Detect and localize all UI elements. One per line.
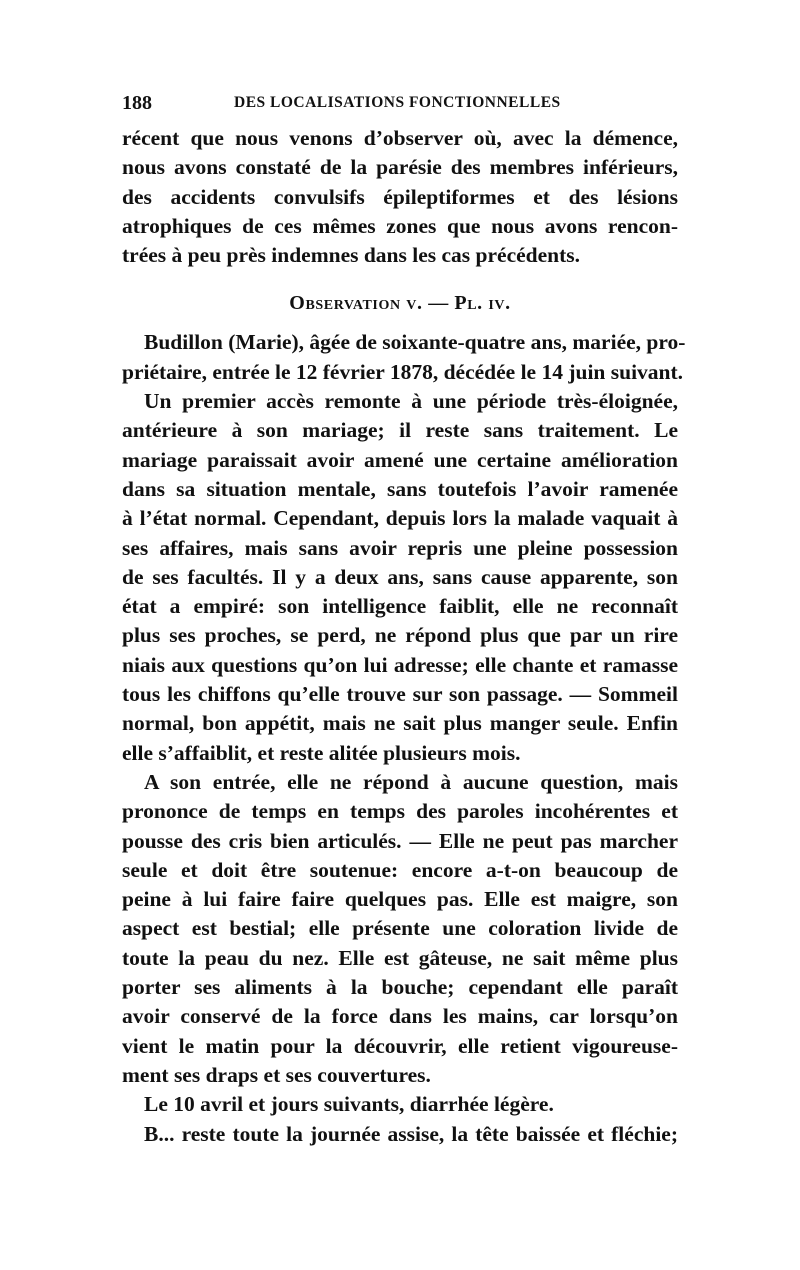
text-line: avoir conservé de la force dans les mains, car lorsqu’on <box>122 1004 678 1029</box>
text-line: des accidents convulsifs épileptiformes et des lésions <box>122 184 678 209</box>
text-line: niais aux questions qu’on lui adresse; elle chante et ramasse <box>122 652 678 677</box>
paragraph-history <box>122 387 678 768</box>
text-line: Budillon (Marie), âgée de soixante-quatre ans, mariée, pro- <box>144 330 686 355</box>
text-line: Le 10 avril et jours suivants, diarrhée légère. <box>144 1092 554 1117</box>
text-line: pousse des cris bien articulés. — Elle ne peut pas marcher <box>122 828 678 853</box>
text-line: seule et doit être soutenue: encore a-t-on beaucoup de <box>122 857 678 882</box>
text-line: aspect est bestial; elle présente une coloration livide de <box>122 916 678 941</box>
book-page <box>122 92 686 1149</box>
running-header <box>122 92 678 116</box>
paragraph-patient <box>122 328 686 387</box>
text-line: atrophiques de ces mêmes zones que nous avons rencon- <box>122 213 678 238</box>
text-line: dans sa situation mentale, sans toutefois l’avoir ramenée <box>122 476 678 501</box>
text-line: trées à peu près indemnes dans les cas précédents. <box>122 243 581 268</box>
paragraph-april <box>122 1090 678 1119</box>
text-line: ment ses draps et ses couvertures. <box>122 1062 431 1087</box>
text-line: ses affaires, mais sans avoir repris une pleine possession <box>122 535 678 560</box>
text-line: nous avons constaté de la parésie des membres inférieurs, <box>122 155 678 180</box>
text-line: plus ses proches, se perd, ne répond plus que par un rire <box>122 623 678 648</box>
paragraph-continuation <box>122 1120 678 1149</box>
text-line: porter ses aliments à la bouche; cependant elle paraît <box>122 975 678 1000</box>
paragraph-admission <box>122 768 678 1090</box>
page-number: 188 <box>122 92 152 114</box>
observation-heading: Observation v. — Pl. iv. <box>289 292 511 315</box>
text-line: toute la peau du nez. Elle est gâteuse, ne sait même plus <box>122 945 678 970</box>
text-line: normal, bon appétit, mais ne sait plus manger seule. Enfin <box>122 711 678 736</box>
text-line: prononce de temps en temps des paroles incohérentes et <box>122 799 678 824</box>
text-line: récent que nous venons d’observer où, avec la démence, <box>122 126 678 150</box>
running-title: DES LOCALISATIONS FONCTIONNELLES <box>234 94 561 111</box>
text-line: B... reste toute la journée assise, la tête baissée et fléchie; <box>144 1121 678 1146</box>
text-line: priétaire, entrée le 12 février 1878, décédée le 14 juin suivant. <box>122 359 684 384</box>
text-line: elle s’affaiblit, et reste alitée plusieurs mois. <box>122 740 521 765</box>
text-line: peine à lui faire faire quelques pas. Elle est maigre, son <box>122 887 678 912</box>
text-line: de ses facultés. Il y a deux ans, sans cause apparente, son <box>122 564 678 589</box>
text-line: état a empiré: son intelligence faiblit, elle ne reconnaît <box>122 594 678 619</box>
text-line: tous les chiffons qu’elle trouve sur son passage. — Sommeil <box>122 682 678 707</box>
text-line: Un premier accès remonte à une période très-éloignée, <box>144 389 678 414</box>
text-line: vient le matin pour la découvrir, elle retient vigoureuse- <box>122 1033 678 1058</box>
text-line: mariage paraissait avoir amené une certaine amélioration <box>122 447 678 472</box>
text-line: à l’état normal. Cependant, depuis lors la malade vaquait à <box>122 506 678 531</box>
text-line: antérieure à son mariage; il reste sans traitement. Le <box>122 418 678 443</box>
text-line: A son entrée, elle ne répond à aucune question, mais <box>144 769 678 794</box>
paragraph-intro <box>122 124 678 270</box>
